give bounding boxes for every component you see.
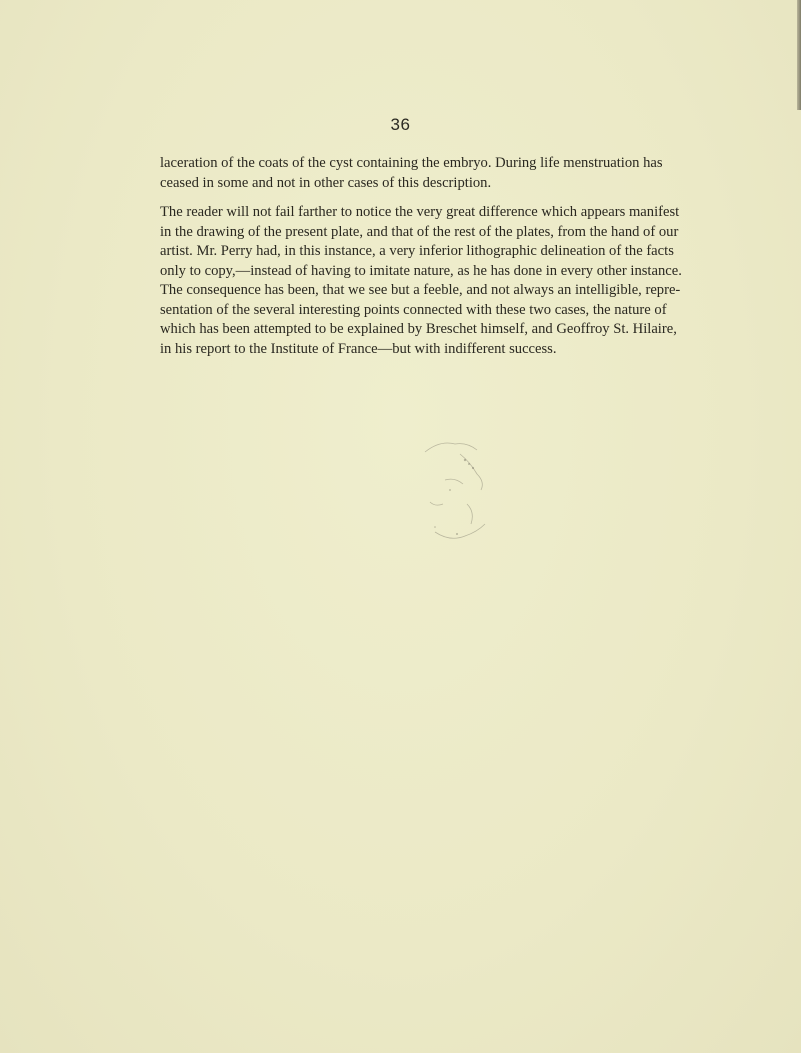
text-line: in his report to the Institute of France—but with indifferent success.	[160, 340, 557, 357]
text-line: The reader will not fail farther to notice the very great difference which appears manifest	[160, 204, 680, 220]
text-line: sentation of the several interesting points connected with these two cases, the nature of	[160, 301, 667, 318]
text-line: which has been attempted to be explained by Breschet himself, and Geoffroy St. Hilaire,	[160, 321, 677, 337]
page-number: 36	[390, 115, 411, 134]
text-line: ceased in some and not in other cases of this description.	[160, 174, 492, 191]
text-line: in the drawing of the present plate, and that of the rest of the plates, from the hand of our	[160, 223, 679, 240]
text-line: artist. Mr. Perry had, in this instance, a very inferior lithographic delineation of the facts	[160, 243, 674, 259]
text-line: only to copy,—instead of having to imitate nature, as he has done in every other instance.	[160, 262, 682, 279]
paragraph-1	[160, 154, 663, 193]
paragraph-2	[160, 203, 682, 359]
text-line: The consequence has been, that we see but a feeble, and not always an intelligible, repre-	[160, 282, 681, 298]
text-line: laceration of the coats of the cyst containing the embryo. During life menstruation has	[160, 155, 663, 171]
offset-ink-smudge	[405, 432, 515, 552]
page-edge-shadow	[797, 0, 801, 110]
